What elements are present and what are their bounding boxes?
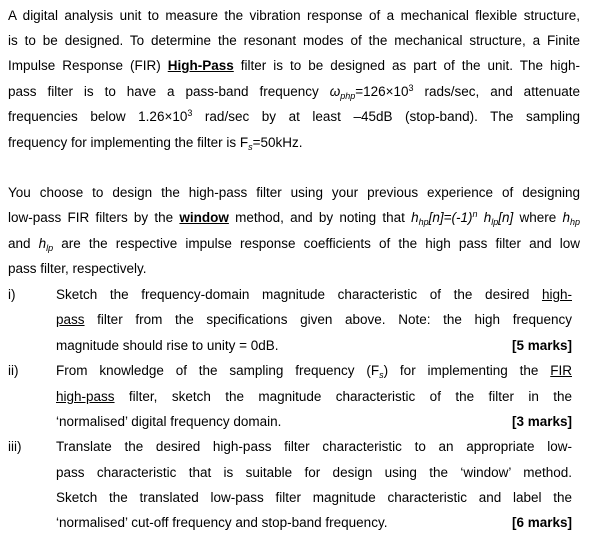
para2-text: method, and by noting that <box>228 210 412 225</box>
question-i-line-1: Sketch the frequency-domain magnitude characteristic of the desired high- <box>56 287 572 302</box>
question-iii-line-4: ‘normalised’ cut-off frequency and stop-band frequency. <box>56 515 388 530</box>
question-iii-line-3: Sketch the translated low-pass filter magnitude characteristic and label the <box>56 490 572 505</box>
intro-text: rad/sec by at least –45dB (stop-band). The sampling <box>192 109 580 124</box>
intro-text: frequency for implementing the filter is F <box>8 135 249 150</box>
intro-text: filter is to be designed as part of the unit. The high- <box>233 58 580 73</box>
high-pass-underlined: high-pass <box>56 389 115 404</box>
fir-underlined: FIR <box>550 363 572 378</box>
exponent: 3 <box>408 83 414 93</box>
intro-text: Impulse Response (FIR) <box>8 58 168 73</box>
intro-line-4 <box>8 84 580 100</box>
question-iii-line-2: pass characteristic that is suitable for design using the ‘window’ method. <box>56 465 572 480</box>
question-i-marks: [5 marks] <box>511 338 572 353</box>
para2-line-4 <box>8 261 147 277</box>
window-emphasis: window <box>179 210 229 225</box>
intro-text: =50kHz. <box>252 135 303 150</box>
question-ii-marks: [3 marks] <box>511 414 572 429</box>
hlp-symbol: $h_{lp}$ <box>38 236 54 253</box>
intro-line-5 <box>8 109 580 125</box>
question-i-line-3: magnitude should rise to unity = 0dB. <box>56 338 279 353</box>
para2-line-2 <box>8 210 580 226</box>
intro-text: =126×10 <box>355 84 409 99</box>
intro-text: rads/sec, and attenuate <box>413 84 580 99</box>
pass-underlined: pass <box>56 312 85 327</box>
intro-line-3 <box>8 58 580 74</box>
omega-subscript: php <box>340 91 356 101</box>
question-iii-marks: [6 marks] <box>511 515 572 530</box>
para2-text: pass filter, respectively. <box>8 261 147 276</box>
intro-text: pass filter is to have a pass-band frequency <box>8 84 330 99</box>
question-iii-line-1: Translate the desired high-pass filter characteristic to an appropriate low- <box>56 439 572 454</box>
hhp-formula: $h_{hp}[n]=(-1)^n$ $h_{lp}[n]$ <box>411 209 514 227</box>
para2-line-1 <box>8 185 580 201</box>
para2-text: low-pass FIR filters by the <box>8 210 180 225</box>
hhp-symbol: $h_{hp}$ <box>562 210 581 227</box>
intro-text: frequencies below 1.26×10 <box>8 109 188 124</box>
question-ii-line-1: From knowledge of the sampling frequency $(F_s)$ for implementing the FIR <box>56 363 572 380</box>
intro-text: A digital analysis unit to measure the vibration response of a mechanical flexible structure, <box>8 8 580 23</box>
para2-text: and <box>8 236 39 251</box>
intro-line-2 <box>8 33 580 49</box>
question-number: i) <box>8 287 16 302</box>
fs-subscript: s <box>248 142 253 152</box>
exponent: 3 <box>187 108 193 118</box>
question-number: iii) <box>8 439 22 454</box>
para2-line-3 <box>8 236 580 252</box>
para2-text: You choose to design the high-pass filter using your previous experience of designing <box>8 185 580 200</box>
para2-text: are the respective impulse response coefficients of the high pass filter and low <box>53 236 581 251</box>
omega-symbol: ω <box>329 84 341 99</box>
question-number: ii) <box>8 363 19 378</box>
high-pass-underlined: high- <box>541 287 572 302</box>
high-pass-emphasis: High-Pass <box>167 58 234 73</box>
intro-line-6 <box>8 135 303 151</box>
question-ii-line-2: high-pass filter, sketch the magnitude characteristic of the filter in the <box>56 389 572 404</box>
question-ii-line-3: ‘normalised’ digital frequency domain. <box>56 414 282 429</box>
intro-text: is to be designed. To determine the resonant modes of the mechanical structure, a Finite <box>8 33 580 48</box>
question-i-line-2: pass filter from the specifications given above. Note: the high frequency <box>56 312 572 327</box>
intro-line-1 <box>8 8 580 24</box>
para2-text: where <box>513 210 563 225</box>
